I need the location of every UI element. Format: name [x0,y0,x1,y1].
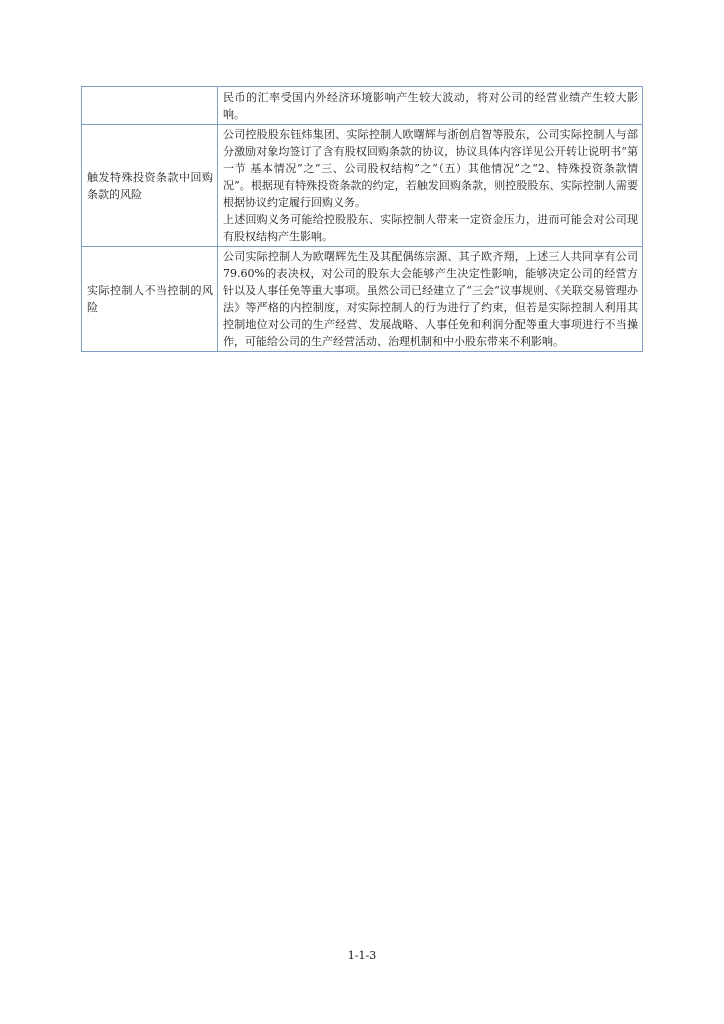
risk-row-buyback-clause [82,125,643,247]
risk-table [81,86,643,352]
risk-description-cell [218,125,643,247]
risk-description-cell [218,247,643,352]
risk-name-cell [82,87,218,125]
risk-name-cell: 触发特殊投资条款中回购条款的风险 [82,125,218,247]
risk-row-exchange-rate [82,87,643,125]
risk-description-paragraph: 民币的汇率受国内外经济环境影响产生较大波动，将对公司的经营业绩产生较大影响。 [223,91,638,121]
risk-description-paragraph: 公司实际控制人为欧曙辉先生及其配偶练宗源、其子欧齐翔，上述三人共同享有公司 79.60%的表决权，对公司的股东大会能够产生决定性影响，能够决定公司的经营方针以及人事任免等重大事项。虽然公司已经建立了“三会”议事规则、《关联交易管理办法》等严格的内控制度，对实际控制人的行为进行了约束，但若是实际控制人利用其控制地位对公司的生产经营、发展战略、人事任免和利润分配等重大事项进行不当操作，可能给公司的生产经营活动、治理机制和中小股东带来不利影响。 [223,250,638,348]
risk-description-cell [218,87,643,125]
risk-description-paragraph: 上述回购义务可能给控股股东、实际控制人带来一定资金压力，进而可能会对公司现有股权结构产生影响。 [223,213,638,243]
risk-name-cell: 实际控制人不当控制的风险 [82,247,218,352]
risk-row-improper-control [82,247,643,352]
risk-description-paragraph: 公司控股股东钰炜集团、实际控制人欧曙辉与浙创启智等股东，公司实际控制人与部分激励对象均签订了含有股权回购条款的协议，协议具体内容详见公开转让说明书“第一节 基本情况”之“三、公司股权结构”之“（五）其他情况”之“2、特殊投资条款情况”。根据现有特殊投资条款的约定，若触发回购条款，则控股股东、实际控制人需要根据协议约定履行回购义务。 [223,128,638,209]
page-number: 1-1-3 [347,949,377,962]
